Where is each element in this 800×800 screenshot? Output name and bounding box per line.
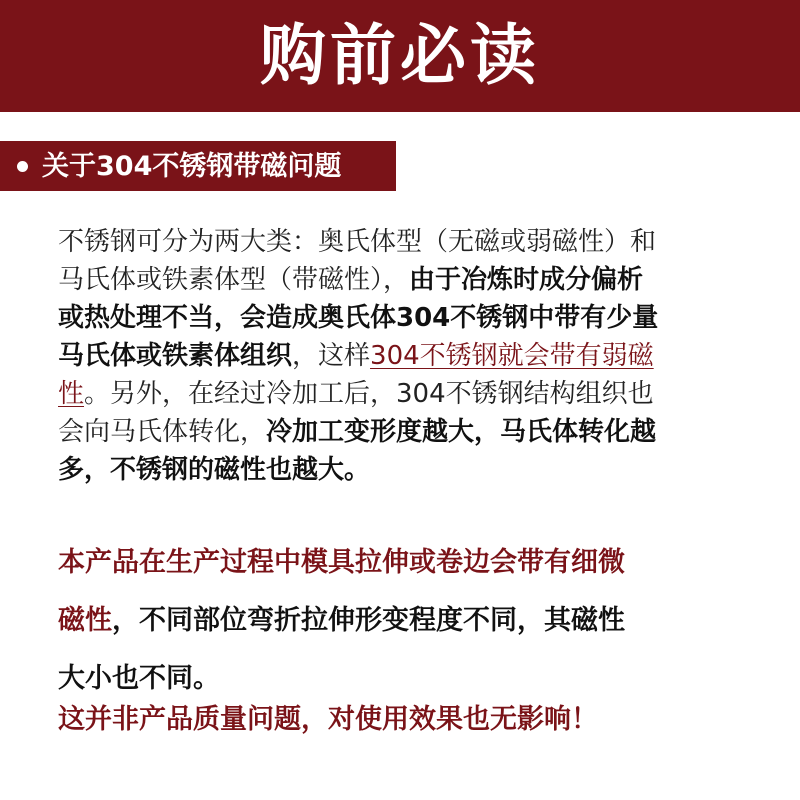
text-segment: 马氏体或铁素体型（带磁性）， — [58, 265, 410, 295]
page-title: 购前必读 — [260, 17, 540, 94]
bold-text-segment: 大小也不同。 — [58, 663, 220, 694]
bold-text-segment: ，不同部位弯折拉伸形变程度不同，其磁性 — [112, 605, 625, 636]
paragraph-line — [58, 223, 758, 261]
bullet-dot-icon — [17, 161, 28, 172]
bold-text-segment: 多，不锈钢的磁性也越大。 — [58, 455, 371, 485]
paragraph-line — [58, 299, 758, 337]
product-notice-paragraph — [58, 534, 758, 708]
paragraph-line — [58, 451, 758, 489]
section-title: 关于304不锈钢带磁问题 — [42, 150, 342, 182]
disclaimer-text: 这并非产品质量问题，对使用效果也无影响！ — [58, 704, 598, 735]
paragraph-line — [58, 592, 758, 650]
red-text-segment: 磁性 — [58, 605, 112, 636]
paragraph-line — [58, 534, 758, 592]
paragraph-line — [58, 375, 758, 413]
explanation-paragraph — [58, 223, 758, 489]
red-text-segment: 本产品在生产过程中模具拉伸或卷边会带有细微 — [58, 547, 625, 578]
text-segment: 不锈钢可分为两大类：奥氏体型（无磁或弱磁性）和 — [58, 227, 657, 257]
paragraph-line — [58, 337, 758, 375]
paragraph-line — [58, 413, 758, 451]
section-header — [0, 141, 396, 191]
bold-text-segment: 马氏体或铁素体组织 — [58, 341, 293, 371]
text-segment: ，这样 — [292, 341, 371, 371]
bold-text-segment: 由于冶炼时成分偏析 — [409, 265, 644, 295]
bold-text-segment: 或热处理不当，会造成奥氏体304不锈钢中带有少量 — [58, 303, 659, 333]
highlighted-text-segment: 304不锈钢就会带有弱磁 — [370, 341, 654, 371]
header-banner — [0, 0, 800, 112]
text-segment: 会向马氏体转化， — [58, 417, 267, 447]
paragraph-line — [58, 261, 758, 299]
text-segment: 。另外，在经过冷加工后，304不锈钢结构组织也 — [84, 379, 654, 409]
bold-text-segment: 冷加工变形度越大，马氏体转化越 — [266, 417, 657, 447]
highlighted-text-segment: 性 — [58, 379, 85, 409]
